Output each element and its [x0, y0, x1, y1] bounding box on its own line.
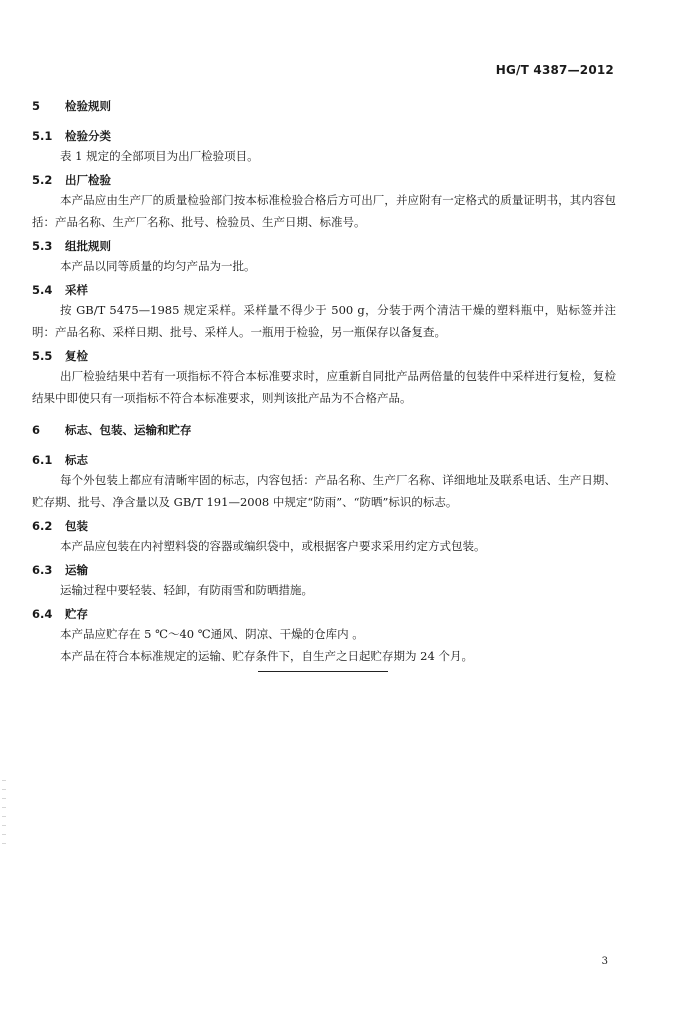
paragraph: 本产品在符合本标准规定的运输、贮存条件下，自生产之日起贮存期为 24 个月。 — [60, 649, 473, 663]
subsection-heading-5-3 — [32, 238, 616, 255]
subsection-number: 6.1 — [32, 453, 53, 467]
paragraph: 每个外包装上都应有清晰牢固的标志，内容包括：产品名称、生产厂名称、详细地址及联系电话、生产日期、贮存期、批号、净含量以及 GB/T 191—2008 中规定“防雨”、“防晒”标识的标志。 — [32, 473, 616, 509]
paragraph: 出厂检验结果中若有一项指标不符合本标准要求时，应重新自同批产品两倍量的包装件中采样进行复检，复检结果中即使只有一项指标不符合本标准要求，则判该批产品为不合格产品。 — [32, 369, 616, 405]
subsection-heading-6-2 — [32, 518, 616, 535]
paragraph: 本产品应贮存在 5 ℃～40 ℃通风、阴凉、干燥的仓库内 。 — [60, 627, 364, 641]
subsection-title: 运输 — [65, 563, 88, 577]
subsection-heading-6-3 — [32, 562, 616, 579]
subsection-number: 6.4 — [32, 607, 53, 621]
section-number: 5 — [32, 99, 41, 113]
subsection-number: 5.3 — [32, 239, 53, 253]
subsection-number: 6.2 — [32, 519, 53, 533]
paragraph: 本产品应由生产厂的质量检验部门按本标准检验合格后方可出厂，并应附有一定格式的质量证明书，其内容包括：产品名称、生产厂名称、批号、检验员、生产日期、标准号。 — [32, 193, 616, 229]
section-number: 6 — [32, 423, 41, 437]
standard-code: HG/T 4387—2012 — [495, 63, 614, 77]
subsection-heading-6-4 — [32, 606, 616, 623]
document-body — [32, 98, 616, 667]
paragraph: 本产品以同等质量的均匀产品为一批。 — [60, 259, 256, 273]
subsection-heading-5-4 — [32, 282, 616, 299]
subsection-number: 5.2 — [32, 173, 53, 187]
subsection-title: 贮存 — [65, 607, 88, 621]
paragraph: 按 GB/T 5475—1985 规定采样。采样量不得少于 500 g，分装于两个清洁干燥的塑料瓶中，贴标签并注明：产品名称、采样日期、批号、采样人。一瓶用于检验，另一瓶保存以备复查。 — [32, 303, 616, 339]
subsection-title: 检验分类 — [65, 129, 111, 143]
subsection-title: 采样 — [65, 283, 88, 297]
subsection-title: 出厂检验 — [65, 173, 111, 187]
scan-artifact — [2, 780, 6, 850]
subsection-number: 6.3 — [32, 563, 53, 577]
subsection-heading-5-2 — [32, 172, 616, 189]
section-heading-6 — [32, 422, 616, 439]
subsection-number: 5.5 — [32, 349, 53, 363]
section-title: 检验规则 — [65, 99, 111, 113]
paragraph: 本产品应包装在内衬塑料袋的容器或编织袋中，或根据客户要求采用约定方式包装。 — [60, 539, 486, 553]
section-heading-5 — [32, 98, 616, 115]
subsection-title: 组批规则 — [65, 239, 111, 253]
end-rule — [258, 671, 388, 672]
subsection-title: 复检 — [65, 349, 88, 363]
subsection-title: 包装 — [65, 519, 88, 533]
subsection-heading-5-1 — [32, 128, 616, 145]
page-number: 3 — [601, 956, 608, 967]
paragraph: 运输过程中要轻装、轻卸，有防雨雪和防晒措施。 — [60, 583, 313, 597]
subsection-number: 5.4 — [32, 283, 53, 297]
section-title: 标志、包装、运输和贮存 — [65, 423, 192, 437]
subsection-number: 5.1 — [32, 129, 53, 143]
paragraph: 表 1 规定的全部项目为出厂检验项目。 — [60, 149, 259, 163]
subsection-heading-6-1 — [32, 452, 616, 469]
subsection-heading-5-5 — [32, 348, 616, 365]
subsection-title: 标志 — [65, 453, 88, 467]
